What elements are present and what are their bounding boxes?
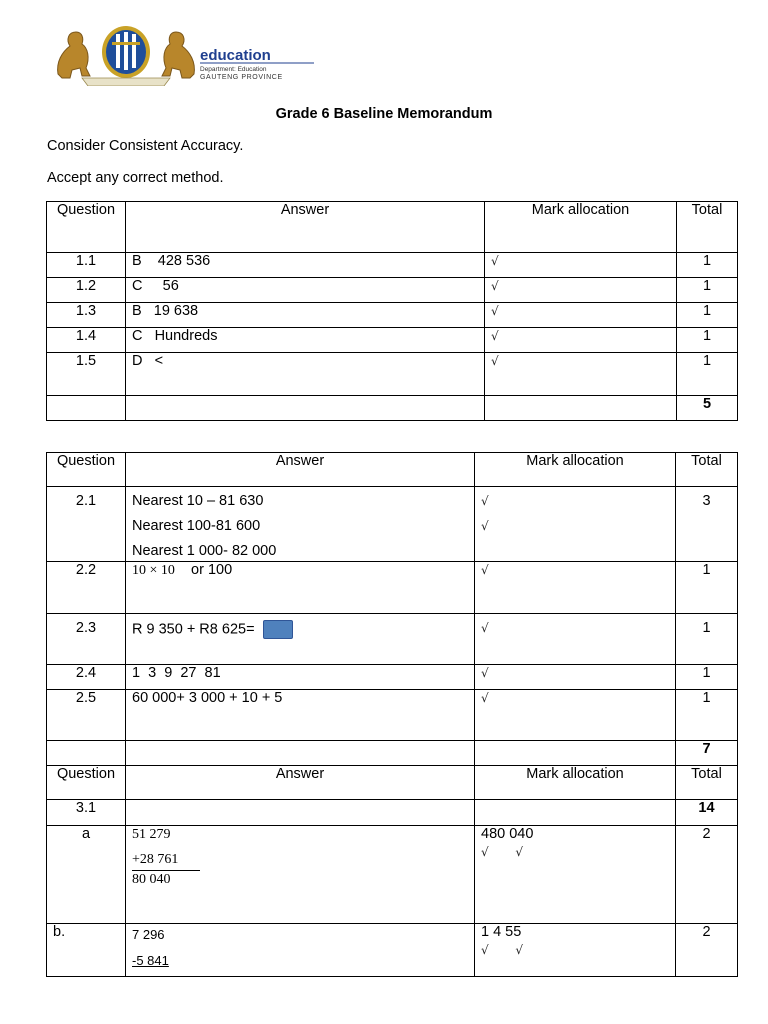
- check-mark: √: [485, 278, 677, 303]
- check-mark: √: [485, 253, 677, 278]
- question-number: 2.1: [47, 487, 126, 562]
- mark-cell: 480 040 √ √: [475, 826, 676, 924]
- col-question: Question: [47, 766, 126, 800]
- svg-text:GAUTENG PROVINCE: GAUTENG PROVINCE: [200, 74, 283, 81]
- check-mark: √: [475, 690, 676, 741]
- table-header-row: [47, 202, 738, 253]
- answer-cell: 60 000+ 3 000 + 10 + 5: [126, 690, 475, 741]
- note-any-method: Accept any correct method.: [47, 170, 224, 186]
- question-number: 2.5: [47, 690, 126, 741]
- row-total: 1: [677, 353, 738, 396]
- working-line: +28 761: [132, 852, 179, 867]
- check-marks: √ √: [475, 487, 676, 562]
- answer-cell: 1 3 9 27 81: [126, 665, 475, 690]
- answer-cell: [126, 924, 475, 977]
- check-mark: √: [475, 614, 676, 665]
- question-number: 1.3: [47, 303, 126, 328]
- table-row: [47, 328, 738, 353]
- row-total: 1: [677, 303, 738, 328]
- question-number: 1.4: [47, 328, 126, 353]
- answer-cell: 10 × 10 or 100: [126, 562, 475, 614]
- col-marks: Mark allocation: [475, 766, 676, 800]
- table-row: [47, 924, 738, 977]
- question-number: 2.3: [47, 614, 126, 665]
- row-total: 1: [677, 328, 738, 353]
- row-total: 3: [676, 487, 738, 562]
- answer-cell: [126, 487, 475, 562]
- table-row: [47, 800, 738, 826]
- col-marks: Mark allocation: [485, 202, 677, 253]
- answer-cell: B 428 536: [126, 253, 485, 278]
- col-answer: Answer: [126, 453, 475, 487]
- answer-cell: C 56: [126, 278, 485, 303]
- check-mark: √: [485, 328, 677, 353]
- question-number: b.: [47, 924, 126, 977]
- table-row: [47, 614, 738, 665]
- working-line: -5 841: [132, 953, 169, 968]
- row-total: 1: [676, 690, 738, 741]
- row-total: 1: [677, 253, 738, 278]
- question-number: 2.4: [47, 665, 126, 690]
- answer-cell: B 19 638: [126, 303, 485, 328]
- question-number: 1.2: [47, 278, 126, 303]
- col-total: Total: [676, 766, 738, 800]
- table-row: [47, 665, 738, 690]
- mark-cell: 1 4 55 √ √: [475, 924, 676, 977]
- question-number: 2.2: [47, 562, 126, 614]
- col-marks: Mark allocation: [475, 453, 676, 487]
- table-row: [47, 253, 738, 278]
- check-mark: √: [475, 562, 676, 614]
- working-line: 7 296: [132, 927, 165, 942]
- question-number: 1.5: [47, 353, 126, 396]
- coat-of-arms-icon: [52, 22, 320, 86]
- answer-line: Nearest 100-81 600: [132, 518, 261, 534]
- section-total: 5: [677, 396, 738, 421]
- col-total: Total: [676, 453, 738, 487]
- answer-box: [263, 620, 293, 639]
- col-answer: Answer: [126, 202, 485, 253]
- gauteng-education-logo: [52, 22, 320, 86]
- memo-table-1: [46, 201, 738, 421]
- col-question: Question: [47, 453, 126, 487]
- question-number: a: [47, 826, 126, 924]
- answer-cell: C Hundreds: [126, 328, 485, 353]
- table-header-row: [47, 766, 738, 800]
- row-total: 2: [676, 924, 738, 977]
- table-row: [47, 353, 738, 396]
- answer-cell: [126, 826, 475, 924]
- question-number: 3.1: [47, 800, 126, 826]
- table-row: [47, 690, 738, 741]
- answer-line: Nearest 10 – 81 630: [132, 493, 264, 509]
- table-row: [47, 487, 738, 562]
- col-total: Total: [677, 202, 738, 253]
- col-answer: Answer: [126, 766, 475, 800]
- check-mark: √: [485, 303, 677, 328]
- table-row: [47, 826, 738, 924]
- table-row: [47, 562, 738, 614]
- row-total: 1: [677, 278, 738, 303]
- table-sum-row: [47, 396, 738, 421]
- section-total: 14: [676, 800, 738, 826]
- working-line: 51 279: [132, 827, 171, 842]
- table-row: [47, 303, 738, 328]
- section-total: 7: [676, 741, 738, 766]
- check-mark: √: [485, 353, 677, 396]
- answer-cell: D <: [126, 353, 485, 396]
- svg-text:education: education: [200, 47, 271, 64]
- table-header-row: [47, 453, 738, 487]
- answer-cell: R 9 350 + R8 625=: [126, 614, 475, 665]
- table-sum-row: [47, 741, 738, 766]
- row-total: 1: [676, 562, 738, 614]
- page-title: Grade 6 Baseline Memorandum: [275, 106, 493, 122]
- col-question: Question: [47, 202, 126, 253]
- row-total: 1: [676, 665, 738, 690]
- row-total: 2: [676, 826, 738, 924]
- table-row: [47, 278, 738, 303]
- note-consistent-accuracy: Consider Consistent Accuracy.: [47, 138, 244, 154]
- svg-text:Department: Education: Department: Education: [200, 66, 267, 73]
- working-line: 80 040: [132, 872, 171, 887]
- check-mark: √: [475, 665, 676, 690]
- row-total: 1: [676, 614, 738, 665]
- memo-table-2: [46, 452, 738, 977]
- question-number: 1.1: [47, 253, 126, 278]
- answer-line: Nearest 1 000- 82 000: [132, 543, 277, 559]
